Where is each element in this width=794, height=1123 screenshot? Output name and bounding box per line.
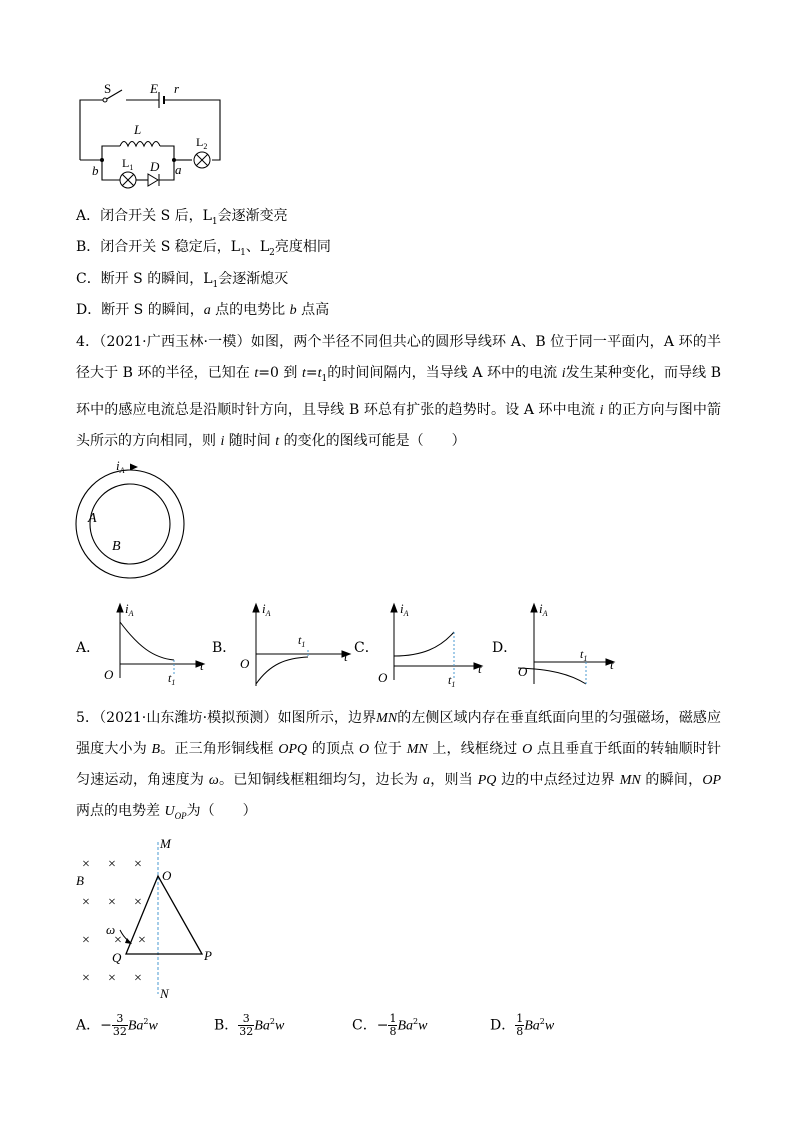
graph-b-origin: O [240, 656, 250, 671]
label-S: S [104, 81, 112, 96]
label-omega: ω [106, 922, 116, 937]
svg-text:×: × [82, 933, 90, 948]
graph-c-origin: O [378, 670, 388, 685]
q5-question-text: 5．（2021·山东潍坊·模拟预测）如图所示，边界MN的左侧区域内存在垂直纸面向里的匀强磁场，磁感应强度大小为 B。正三角形铜线框 OPQ 的顶点 O 位于 MN 上，线框绕过 O 点且垂直于纸面的转轴顺时针匀速运动，角速度为 ω。已知铜线框粗细均匀，边长为 a，则当 PQ 边的中点经过边界 MN 的瞬间，OP 两点的电势差 $U_{OP}$为（ ） [76, 710, 722, 821]
magnetic-field-figure [72, 834, 222, 1002]
graph-b[interactable] [236, 598, 362, 690]
svg-text:×: × [134, 971, 142, 986]
q4-option-b[interactable]: B． [212, 640, 237, 656]
q3-option-d[interactable]: D．断开 S 的瞬间，a 点的电势比 b 点高 [76, 302, 330, 318]
svg-text:×: × [82, 895, 90, 910]
graph-a-origin: O [104, 667, 114, 682]
svg-text:×: × [108, 971, 116, 986]
label-E: E [150, 81, 158, 96]
svg-text:×: × [108, 857, 116, 872]
lamp-L2-icon [194, 152, 210, 168]
graph-c[interactable] [374, 598, 492, 690]
concentric-rings-figure [72, 458, 192, 588]
label-L2: $L_2$ [196, 135, 208, 151]
label-D: D [150, 159, 160, 174]
curve-b [256, 657, 308, 684]
q4-option-a[interactable]: A． [76, 640, 101, 656]
label-B: B [76, 873, 84, 888]
graph-d-xlabel: t [610, 657, 614, 672]
graph-c-ylabel: $i_A$ [400, 601, 409, 618]
label-P: P [204, 948, 212, 963]
graph-c-xlabel: t [478, 661, 482, 676]
graph-a[interactable] [98, 598, 210, 690]
q5-option-c[interactable]: C．− $\frac{1}{8}$ Ba$^2$w [352, 1012, 428, 1039]
label-r: r [174, 81, 180, 96]
svg-text:×: × [82, 971, 90, 986]
graph-d-ylabel: $i_A$ [539, 601, 548, 618]
circuit-diagram [70, 78, 230, 193]
label-Q: Q [112, 950, 122, 965]
svg-text:×: × [108, 895, 116, 910]
graph-b-xlabel: t [344, 649, 348, 664]
graph-a-ylabel: $i_A$ [125, 601, 134, 618]
q3-option-c[interactable]: C．断开 S 的瞬间，$L_1$会逐渐熄灭 [76, 271, 289, 290]
graph-c-t1: $t_1$ [448, 673, 456, 689]
label-L1: $L_1$ [122, 156, 134, 172]
current-direction-arrow-icon [130, 464, 138, 471]
graph-b-ylabel: $i_A$ [262, 601, 271, 618]
ring-current-label: $i_A$ [116, 458, 125, 475]
graph-a-t1: $t_1$ [168, 671, 176, 687]
label-b: b [92, 163, 99, 178]
graph-d-origin: O [518, 664, 528, 679]
curve-a [120, 622, 174, 660]
svg-text:×: × [114, 933, 122, 948]
graph-a-xlabel: t [200, 658, 204, 673]
graph-d-t1: $t_1$ [580, 647, 588, 663]
q5-option-d[interactable]: D． $\frac{1}{8}$ Ba$^2$w [490, 1012, 555, 1039]
label-N: N [160, 986, 169, 1001]
ring-a-label: A [88, 511, 97, 526]
curve-d [518, 668, 586, 684]
q4-option-c[interactable]: C． [354, 640, 379, 656]
q5-option-a[interactable]: A．− $\frac{3}{32}$ Ba$^2$w [76, 1012, 158, 1039]
lamp-L1-icon [120, 172, 136, 188]
svg-text:×: × [134, 895, 142, 910]
graph-d[interactable] [512, 598, 622, 690]
ring-b-label: B [112, 539, 121, 554]
label-L: L [134, 122, 142, 137]
diode-icon [148, 174, 164, 186]
q3-option-a[interactable]: A．闭合开关 S 后，$L_1$会逐渐变亮 [76, 208, 288, 227]
q4-question-text: 4．（2021·广西玉林·一模）如图，两个半径不同但共心的圆形导线环 A、B 位于同一平面内，A 环的半径大于 B 环的半径，已知在 t=0 到 $t=t_1$的时间间隔内，当导线 A 环中的电流 i发生某种变化，而导线 B 环中的感应电流总是沿顺时针方向，且导线 B 环总有扩张的趋势时。设 A 环中电流 i 的正方向与图中箭头所示的方向相同，则 i 随时间 t 的变化的图线可能是（ ） [76, 334, 722, 449]
graph-b-t1: $t_1$ [298, 633, 306, 649]
node-b [100, 158, 104, 162]
ring-b [90, 484, 170, 564]
svg-text:×: × [134, 857, 142, 872]
q5-option-b[interactable]: B． $\frac{3}{32}$ Ba$^2$w [214, 1012, 285, 1039]
svg-text:×: × [82, 857, 90, 872]
label-O: O [162, 868, 172, 883]
q4-option-d[interactable]: D． [492, 640, 518, 656]
switch-contact [103, 98, 107, 102]
svg-text:×: × [138, 933, 146, 948]
label-M: M [160, 836, 171, 851]
q3-option-b[interactable]: B．闭合开关 S 稳定后，$L_1$、$L_2$亮度相同 [76, 239, 331, 258]
label-a: a [175, 162, 182, 177]
curve-c [394, 632, 454, 656]
